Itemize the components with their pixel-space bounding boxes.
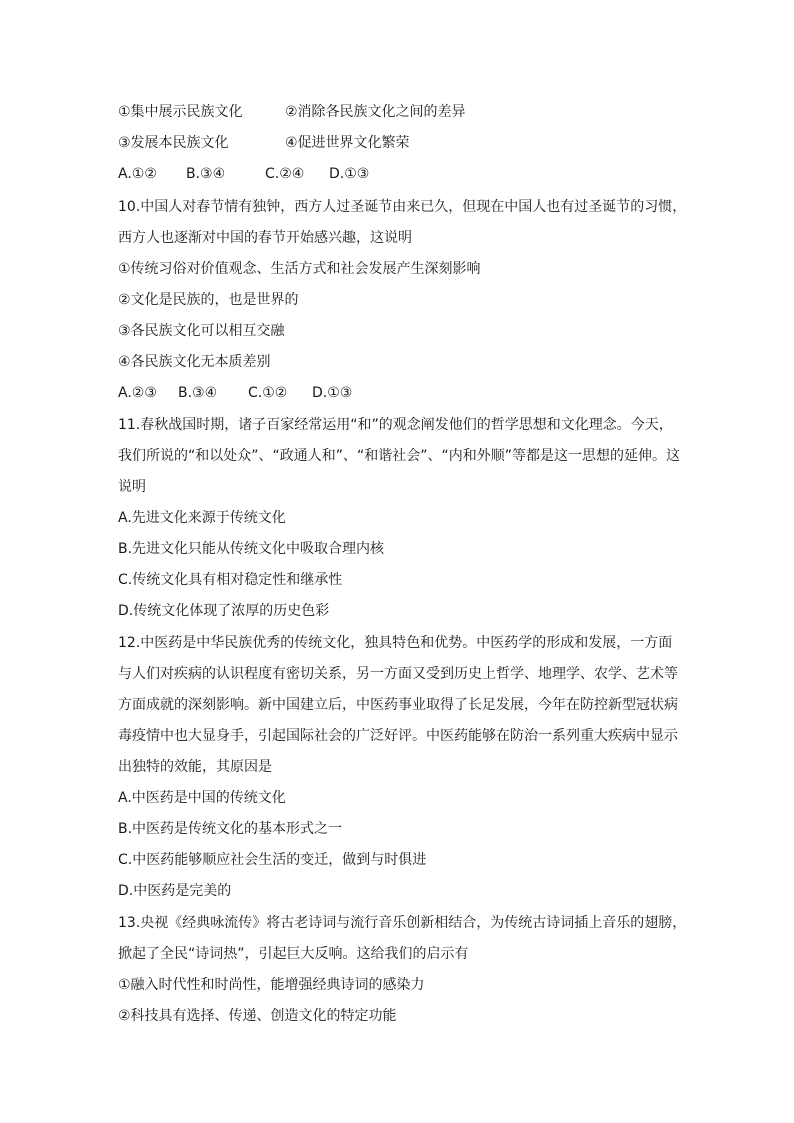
q9-choice-c: C.②④ (265, 166, 305, 182)
q13-stem-line-2: 掀起了全民“诗词热”，引起巨大反响。这给我们的启示有 (118, 946, 469, 962)
q12-option-b: B.中医药是传统文化的基本形式之一 (118, 821, 343, 837)
q12-stem-line-3: 方面成就的深刻影响。新中国建立后，中医药事业取得了长足发展，今年在防控新型冠状病 (118, 697, 678, 713)
q9-option-3: ③发展本民族文化 (118, 135, 229, 151)
q9-option-2: ②消除各民族文化之间的差异 (285, 104, 466, 120)
q11-option-d: D.传统文化体现了浓厚的历史色彩 (118, 603, 330, 619)
q10-option-4: ④各民族文化无本质差别 (118, 354, 271, 370)
q13-stem-line-1: 13.央视《经典咏流传》将古老诗词与流行音乐创新相结合，为传统古诗词插上音乐的翅膀， (118, 915, 687, 931)
q10-option-3: ③各民族文化可以相互交融 (118, 323, 285, 339)
q9-choice-b: B.③④ (186, 166, 226, 182)
q12-option-c: C.中医药能够顺应社会生活的变迁，做到与时俱进 (118, 852, 427, 868)
q10-stem-line-1: 10.中国人对春节情有独钟，西方人过圣诞节由来已久，但现在中国人也有过圣诞节的习惯， (118, 199, 687, 215)
q12-stem-line-2: 与人们对疾病的认识程度有密切关系，另一方面又受到历史上哲学、地理学、农学、艺术等 (118, 666, 678, 682)
q9-choice-d: D.①③ (329, 166, 370, 182)
q11-option-c: C.传统文化具有相对稳定性和继承性 (118, 572, 343, 588)
q11-option-b: B.先进文化只能从传统文化中吸取合理内核 (118, 541, 385, 557)
q12-stem-line-1: 12.中医药是中华民族优秀的传统文化，独具特色和优势。中医药学的形成和发展，一方面 (118, 635, 673, 651)
q12-stem-line-5: 出独特的效能，其原因是 (118, 759, 272, 775)
q9-option-4: ④促进世界文化繁荣 (285, 135, 410, 151)
q10-choice-c: C.①② (248, 385, 288, 401)
q12-option-d: D.中医药是完美的 (118, 883, 232, 899)
q10-choice-b: B.③④ (178, 385, 218, 401)
q11-stem-line-2: 我们所说的“和以处众”、“政通人和”、“和谐社会”、“内和外顺”等都是这一思想的延伸。这 (118, 448, 681, 464)
q12-stem-line-4: 毒疫情中也大显身手，引起国际社会的广泛好评。中医药能够在防治一系列重大疾病中显示 (118, 728, 678, 744)
q13-option-2: ②科技具有选择、传递、创造文化的特定功能 (118, 1008, 397, 1024)
q10-option-2: ②文化是民族的，也是世界的 (118, 292, 299, 308)
q11-option-a: A.先进文化来源于传统文化 (118, 510, 286, 526)
q11-stem-line-1: 11.春秋战国时期，诸子百家经常运用“和”的观念阐发他们的哲学思想和文化理念。今天， (118, 417, 673, 433)
q9-option-1: ①集中展示民族文化 (118, 104, 243, 120)
q10-stem-line-2: 西方人也逐渐对中国的春节开始感兴趣，这说明 (118, 230, 412, 246)
q10-option-1: ①传统习俗对价值观念、生活方式和社会发展产生深刻影响 (118, 261, 481, 277)
q13-option-1: ①融入时代性和时尚性，能增强经典诗词的感染力 (118, 977, 425, 993)
q9-choice-a: A.①② (118, 166, 157, 182)
q11-stem-line-3: 说明 (118, 479, 146, 495)
q10-choice-a: A.②③ (118, 385, 157, 401)
q10-choice-d: D.①③ (312, 385, 353, 401)
q12-option-a: A.中医药是中国的传统文化 (118, 790, 286, 806)
